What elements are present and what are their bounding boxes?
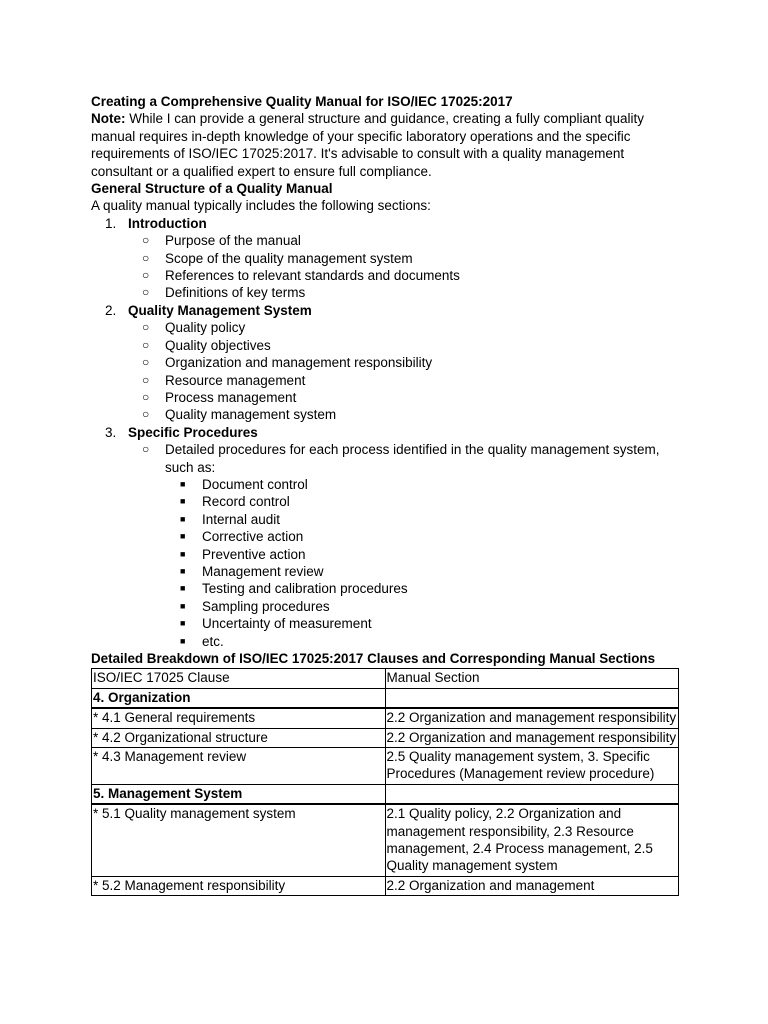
table-header-cell: Manual Section <box>385 669 679 688</box>
table-row <box>92 876 679 895</box>
section-sublist <box>128 319 681 423</box>
list-item: ■ Uncertainty of measurement <box>180 616 372 632</box>
list-item: ■ Internal audit <box>180 511 281 527</box>
structure-intro: A quality manual typically includes the following sections: <box>91 198 431 214</box>
document-content <box>91 93 681 896</box>
list-item: ○ Process management <box>142 389 297 405</box>
list-item: ○ Purpose of the manual <box>142 233 301 249</box>
circle-bullet-icon: ○ <box>142 372 150 387</box>
list-item: ○ Quality policy <box>142 320 246 336</box>
table-cell: * 4.1 General requirements <box>92 708 386 728</box>
table-row <box>92 748 679 785</box>
table-cell: 2.2 Organization and management responsibility <box>385 728 679 747</box>
circle-bullet-icon: ○ <box>142 442 150 457</box>
section-item <box>91 424 681 650</box>
square-bullet-icon: ■ <box>180 548 186 559</box>
table-cell: 4. Organization <box>92 688 386 708</box>
table-cell: * 4.2 Organizational structure <box>92 728 386 747</box>
table-row <box>92 784 679 804</box>
circle-bullet-icon: ○ <box>142 389 150 404</box>
square-bullet-icon: ■ <box>180 531 186 542</box>
section-title: Specific Procedures <box>128 424 258 440</box>
list-item: ■ Preventive action <box>180 546 306 562</box>
square-bullet-icon: ■ <box>180 600 186 611</box>
table-row <box>92 708 679 728</box>
list-item: ○ Detailed procedures for each process identified in the quality management system, such as: ■ Document control ■ Record control ■ Internal audit ■ Corrective action ■ Preventive action ■ Management review ■ Testing and calibration procedures ■ Sampling procedures ■ Uncertainty of measurement ■ etc. <box>128 441 681 650</box>
table-cell: 2.2 Organization and management responsibility <box>385 708 679 728</box>
list-item: ○ Definitions of key terms <box>142 285 306 301</box>
table-cell: 2.2 Organization and management <box>385 876 679 895</box>
table-cell: * 4.3 Management review <box>92 748 386 785</box>
square-bullet-icon: ■ <box>180 513 186 524</box>
table-cell: 5. Management System <box>92 784 386 804</box>
list-item: ○ Quality management system <box>142 407 337 423</box>
section-number: 3. <box>105 424 117 440</box>
list-item: ■ Management review <box>180 563 324 579</box>
circle-bullet-icon: ○ <box>142 285 150 300</box>
square-bullet-icon: ■ <box>180 478 186 489</box>
table-title: Detailed Breakdown of ISO/IEC 17025:2017 Clauses and Corresponding Manual Sections <box>91 651 656 666</box>
document-title: Creating a Comprehensive Quality Manual for ISO/IEC 17025:2017 <box>91 94 513 109</box>
circle-bullet-icon: ○ <box>142 233 150 248</box>
note-text: While I can provide a general structure and guidance, creating a fully compliant quality manual requires in-depth knowledge of your specific laboratory operations and the specific requirements of ISO/IEC 17025:2017. It's advisable to consult with a quality management consultant or a qualified expert to ensure full compliance. <box>91 111 645 179</box>
list-item: ■ Record control <box>180 494 290 510</box>
list-item: ○ Resource management <box>142 372 306 388</box>
circle-bullet-icon: ○ <box>142 320 150 335</box>
circle-bullet-icon: ○ <box>142 355 150 370</box>
square-bullet-icon: ■ <box>180 496 186 507</box>
structure-heading: General Structure of a Quality Manual <box>91 181 333 197</box>
table-header-cell: ISO/IEC 17025 Clause <box>92 669 386 688</box>
procedure-sublist <box>165 476 681 650</box>
section-sublist <box>128 441 681 650</box>
circle-bullet-icon: ○ <box>142 337 150 352</box>
table-row <box>92 728 679 747</box>
list-item: ■ Testing and calibration procedures <box>180 581 408 597</box>
square-bullet-icon: ■ <box>180 565 186 576</box>
circle-bullet-icon: ○ <box>142 268 150 283</box>
section-number: 2. <box>105 302 117 318</box>
table-cell: * 5.1 Quality management system <box>92 804 386 876</box>
list-item: ○ References to relevant standards and documents <box>142 268 460 284</box>
list-item: ■ Sampling procedures <box>180 598 330 614</box>
table-cell <box>385 688 679 708</box>
section-number: 1. <box>105 215 117 231</box>
list-item: ○ Quality objectives <box>142 337 271 353</box>
table-header-row <box>92 669 679 688</box>
list-item: ■ Document control <box>180 476 308 492</box>
circle-bullet-icon: ○ <box>142 407 150 422</box>
square-bullet-icon: ■ <box>180 635 186 646</box>
list-item: ○ Organization and management responsibility <box>142 355 433 371</box>
note-paragraph <box>91 110 681 180</box>
circle-bullet-icon: ○ <box>142 250 150 265</box>
table-cell: 2.1 Quality policy, 2.2 Organization and management responsibility, 2.3 Resource management, 2.4 Process management, 2.5 Quality management system <box>385 804 679 876</box>
list-item: ○ Scope of the quality management system <box>142 250 413 266</box>
section-item <box>91 215 681 302</box>
table-cell <box>385 784 679 804</box>
square-bullet-icon: ■ <box>180 583 186 594</box>
list-item: ■ etc. <box>180 633 224 649</box>
sections-list <box>91 215 681 650</box>
section-title: Quality Management System <box>128 302 312 318</box>
square-bullet-icon: ■ <box>180 618 186 629</box>
section-title: Introduction <box>128 215 207 231</box>
table-row <box>92 688 679 708</box>
table-row <box>92 804 679 876</box>
table-cell: 2.5 Quality management system, 3. Specific Procedures (Management review procedure) <box>385 748 679 785</box>
section-item <box>91 302 681 424</box>
table-cell: * 5.2 Management responsibility <box>92 876 386 895</box>
list-item: ■ Corrective action <box>180 529 304 545</box>
note-label: Note: <box>91 111 126 127</box>
section-sublist <box>128 232 681 302</box>
clause-table <box>91 668 679 896</box>
